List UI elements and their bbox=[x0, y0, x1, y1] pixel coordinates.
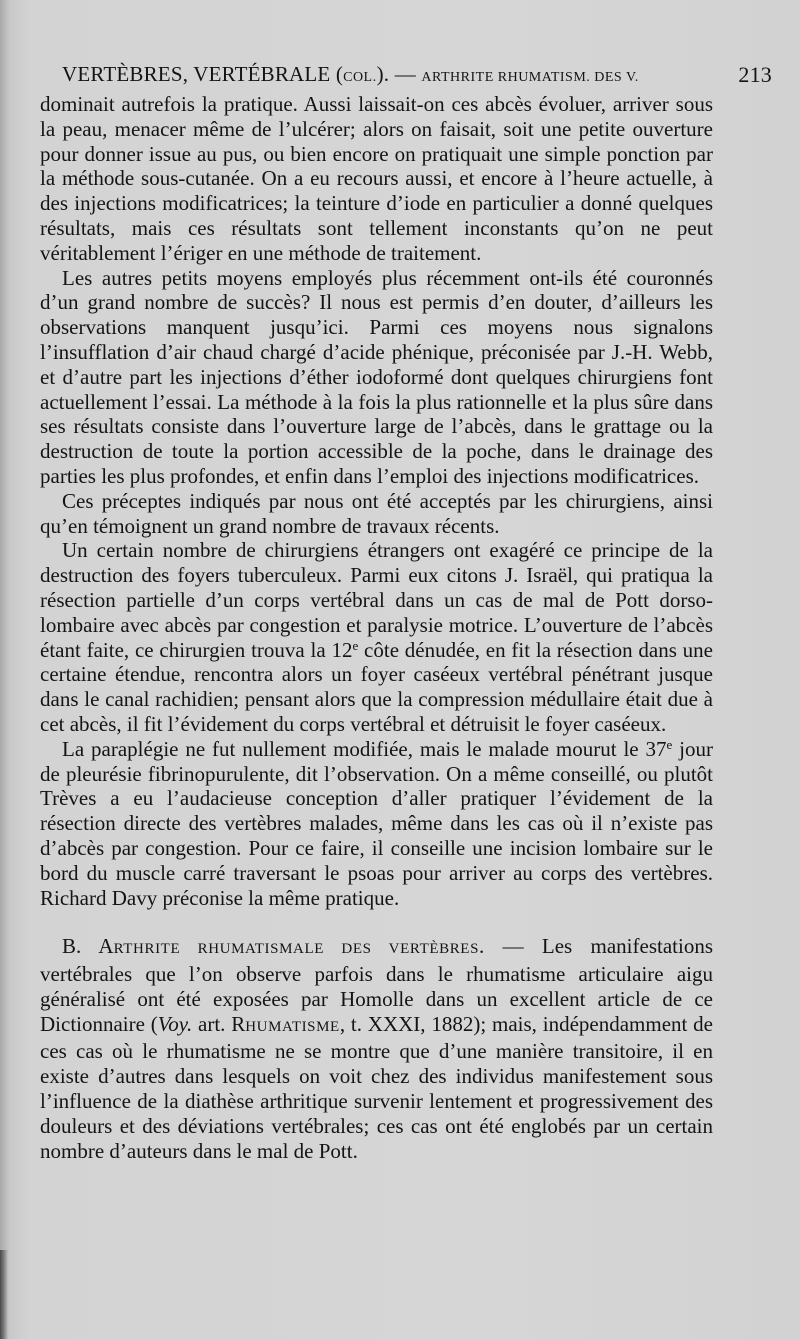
running-head-title: VERTÈBRES, VERTÉBRALE ( bbox=[62, 62, 344, 86]
paragraph-5-superscript: e bbox=[666, 736, 673, 752]
running-head bbox=[62, 62, 772, 92]
paragraph-4-superscript: e bbox=[352, 637, 359, 653]
binding-shadow bbox=[0, 1250, 8, 1339]
paragraph-4 bbox=[40, 538, 713, 736]
paragraph-5-part-b: jour de pleurésie fibrinopurulente, dit l’observation. On a même conseillé, ou plutôt Trèves a eu l’audacieuse conception d’aller pratiquer l’évidement de la résection directe des vertèbres malades, même dans les cas où il n’existe pas d’abcès par congestion. Pour ce faire, il conseille une incision lombaire sur le bord du muscle carré traversant le psoas pour arriver au corps des vertèbres. Richard Davy préconise la même pratique. bbox=[40, 736, 713, 910]
paragraph-4-part-a: Un certain nombre de chirurgiens étrangers ont exagéré ce principe de la destruction des foyers tuberculeux. Parmi eux citons J. Israël, qui pratiqua la résection partielle d’un corps vertébral dans un cas de mal de Pott dorso-lombaire avec abcès par congestion et paralysie motrice. L’ouverture de l’abcès étant faite, ce chirurgien trouva la 12 bbox=[40, 538, 713, 662]
paragraph-5-part-a: La paraplégie ne fut nullement modifiée, mais le malade mourut le 37 bbox=[62, 736, 667, 761]
page-number: 213 bbox=[738, 62, 772, 87]
paragraph-5 bbox=[40, 737, 713, 911]
section-b-paragraph bbox=[40, 934, 713, 1163]
section-b-voy: Voy. bbox=[157, 1011, 193, 1036]
paragraph-3: Ces préceptes indiqués par nous ont été acceptés par les chirurgiens, ainsi qu’en témoignent un grand nombre de travaux récents. bbox=[40, 488, 713, 538]
section-b-heading: RTHRITE RHUMATISMALE DES VERTÈBRES bbox=[113, 941, 480, 958]
running-head-subtitle: ARTHRITE RHUMATISM. DES V. bbox=[421, 70, 639, 85]
section-b-rhumatisme: HUMATISME bbox=[245, 1018, 340, 1035]
running-head-col: COL. bbox=[343, 70, 377, 85]
running-head-close: ). bbox=[376, 62, 390, 86]
section-b-text-c: , t. XXXI, 1882); mais, indépendamment de ces cas où le rhumatisme ne se montre que d’une manière transitoire, il en existe d’autres dans lesquels on voit chez des individus manifestement sous l’influence de la diathèse arthritique survenir lentement et progressivement des douleurs et des déviations vertébrales; ces cas ont été englobés par un certain nombre d’auteurs dans le mal de Pott. bbox=[40, 1011, 714, 1163]
paragraph-1: dominait autrefois la pratique. Aussi laissait-on ces abcès évoluer, arriver sous la peau, menacer même de l’ulcérer; alors on faisait, soit une petite ouverture pour donner issue au pus, ou bien encore on pratiquait une simple ponction par la méthode sous-cutanée. On a eu recours aussi, et encore à l’heure actuelle, à des injections modificatrices; la teinture d’iode en particulier a donné quelques résultats, mais ces résultats sont tellement inconstants qu’on ne peut véritablement l’ériger en une méthode de traitement. bbox=[40, 92, 713, 265]
running-head-dash: — bbox=[389, 62, 422, 86]
section-b-text-b: art. R bbox=[192, 1011, 246, 1036]
section-b-label-start: B. A bbox=[62, 934, 114, 959]
paragraph-4-part-b: côte dénudée, en fit la résection dans une certaine étendue, rencontra alors un foyer caséeux vertébral pénétrant jusque dans le canal rachidien; pensant alors que la compression médullaire était due à cet abcès, il fit l’évidement du corps vertébral et détruisit le foyer caséeux. bbox=[40, 637, 713, 736]
body-text bbox=[40, 92, 713, 1163]
paragraph-2: Les autres petits moyens employés plus récemment ont-ils été couronnés d’un grand nombre de succès? Il nous est permis d’en douter, d’ailleurs les observations manquent jusqu’ici. Parmi ces moyens nous signalons l’insufflation d’air chaud chargé d’acide phénique, préconisée par J.-H. Webb, et d’autre part les injections d’éther iodoformé dont quelques chirurgiens font actuellement l’essai. La méthode à la fois la plus rationnelle et la plus sûre dans ses résultats consiste dans l’ouverture large de l’abcès, dans le grattage ou la destruction de toute la portion accessible de la poche, dans le drainage des parties les plus profondes, et enfin dans l’emploi des injections modificatrices. bbox=[40, 265, 713, 488]
section-b-text-a: Les manifestations vertébrales que l’on observe parfois dans le rhumatisme articulaire aigu généralisé ont été exposées par Homolle dans un excellent article de ce Dictionnaire ( bbox=[40, 934, 713, 1036]
section-b-label-end: . — bbox=[479, 934, 542, 959]
